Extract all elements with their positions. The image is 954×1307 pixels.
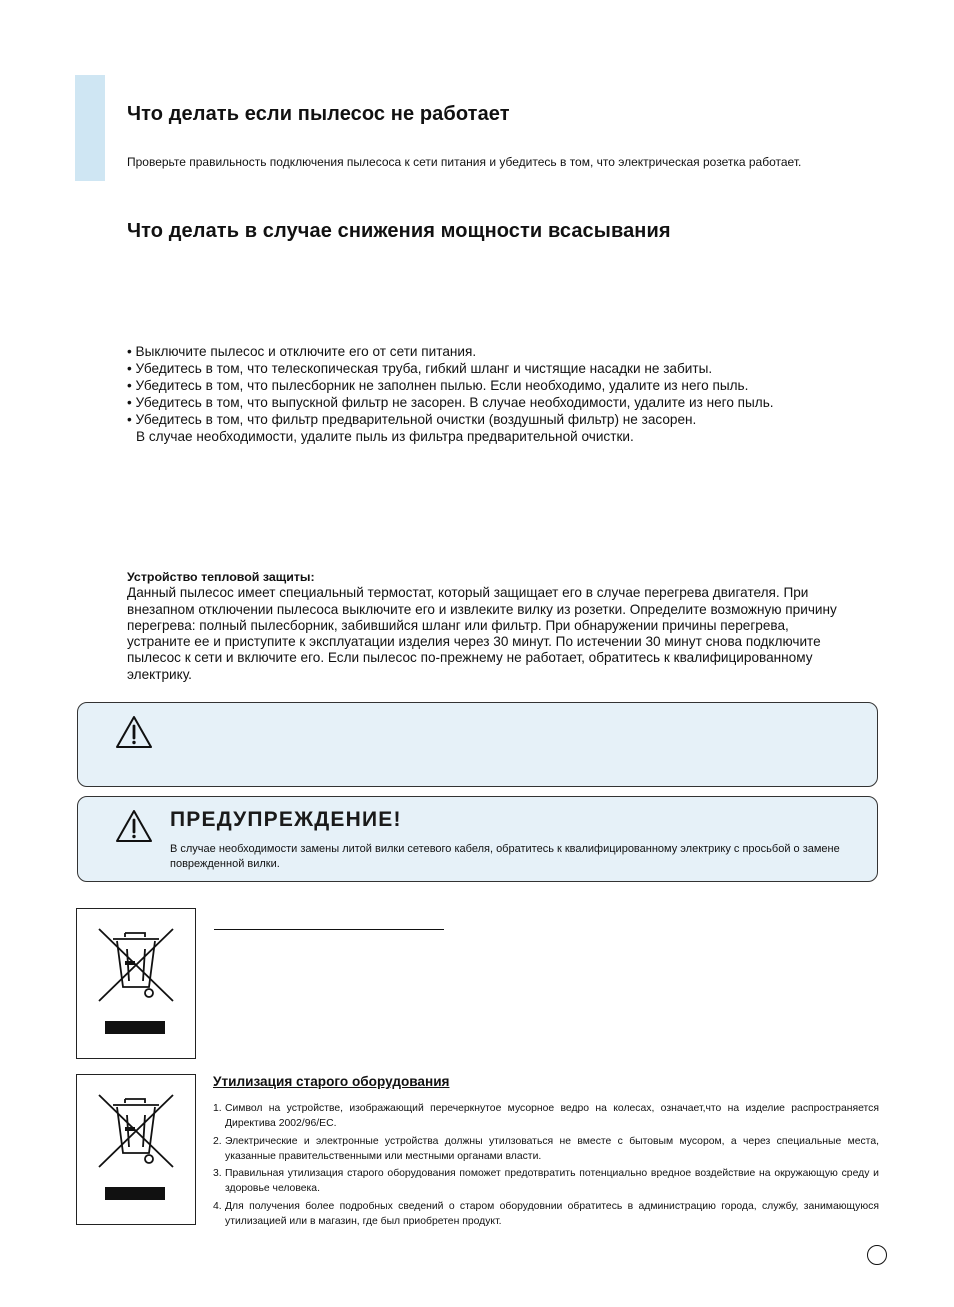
thermal-protection-title: Устройство тепловой защиты:	[127, 570, 315, 584]
list-item: • Убедитесь в том, что телескопическая труба, гибкий шланг и чистящие насадки не забиты.	[127, 361, 713, 376]
caution-box	[77, 702, 878, 787]
list-item-number: 2.	[213, 1135, 222, 1147]
list-item-continuation: В случае необходимости, удалите пыль из фильтра предварительной очистки.	[136, 429, 634, 444]
divider-line	[214, 929, 444, 930]
list-item	[213, 1199, 879, 1229]
recycling-title: Утилизация старого оборудования	[213, 1074, 450, 1089]
list-item: • Убедитесь в том, что выпускной фильтр не засорен. В случае необходимости, удалите из него пыль.	[127, 395, 774, 410]
list-item	[213, 1166, 879, 1196]
thermal-protection-block	[127, 569, 847, 683]
list-item-text: Электрические и электронные устройства должны утилзоваться не вместе с бытовым мусором, а через специальные места, указанные правительственными или местными органами власти.	[225, 1135, 879, 1162]
warning-text: В случае необходимости замены литой вилки сетевого кабеля, обратитесь к квалифицированному электрику с просьбой о замене поврежденной вилки.	[170, 843, 840, 870]
list-item: • Убедитесь в том, что фильтр предварительной очистки (воздушный фильтр) не засорен.	[127, 412, 697, 427]
list-item-number: 1.	[213, 1103, 222, 1114]
warning-triangle-icon	[115, 715, 153, 749]
weee-symbol-frame	[76, 1074, 196, 1225]
warning-triangle-icon	[115, 809, 153, 843]
list-item: • Убедитесь в том, что пылесборник не заполнен пылью. Если необходимо, удалите из него пыль.	[127, 378, 749, 393]
warning-title: ПРЕДУПРЕЖДЕНИЕ!	[170, 808, 402, 831]
list-item	[213, 1134, 879, 1164]
section-side-tab	[75, 75, 105, 181]
page-number-circle	[867, 1245, 887, 1265]
list-item-text: Символ на устройстве, изображающий перечеркнутое мусорное ведро на колесах, означает,что на изделие распространяется Директива 2002/96/EC.	[225, 1103, 879, 1129]
recycling-list	[213, 1101, 879, 1231]
section-title-not-working: Что делать если пылесос не работает	[127, 103, 510, 125]
list-item-number: 3.	[213, 1168, 222, 1179]
section-title-suction: Что делать в случае снижения мощности всасывания	[127, 220, 671, 242]
crossed-out-wheelie-bin-icon	[97, 927, 177, 1039]
list-item-text: Правильная утилизация старого оборудования поможет предотвратить потенциально вредное воздействие на окружающую среду и здоровье человека.	[225, 1168, 879, 1194]
suction-checklist	[127, 343, 774, 445]
warning-box	[77, 796, 878, 882]
list-item	[213, 1101, 879, 1131]
thermal-protection-text: Данный пылесос имеет специальный термостат, который защищает его в случае перегрева двигателя. При внезапном отключении пылесоса выключите его и извлеките вилку из розетки. Определите возможную причину перегрева: полный пылесборник, забившийся шланг или фильтр. При обнаружении причины перегрева, устраните ее и приступите к эксплуатации изделия через 30 минут. По истечении 30 минут снова подключите пылесос к сети и включите его. Если пылесос по-прежнему не работает, обратитесь к квалифицированному электрику.	[127, 585, 837, 682]
weee-symbol-frame	[76, 908, 196, 1059]
list-item-number: 4.	[213, 1200, 222, 1212]
list-item-text: Для получения более подробных сведений о старом оборудовнии обратитесь в администрацию города, службу, занимающуюся утилизацией или в магазин, где был приобретен продукт.	[225, 1200, 879, 1227]
crossed-out-wheelie-bin-icon	[97, 1093, 177, 1205]
list-item: • Выключите пылесос и отключите его от сети питания.	[127, 344, 477, 359]
section-text-not-working: Проверьте правильность подключения пылесоса к сети питания и убедитесь в том, что электрическая розетка работает.	[127, 155, 802, 169]
